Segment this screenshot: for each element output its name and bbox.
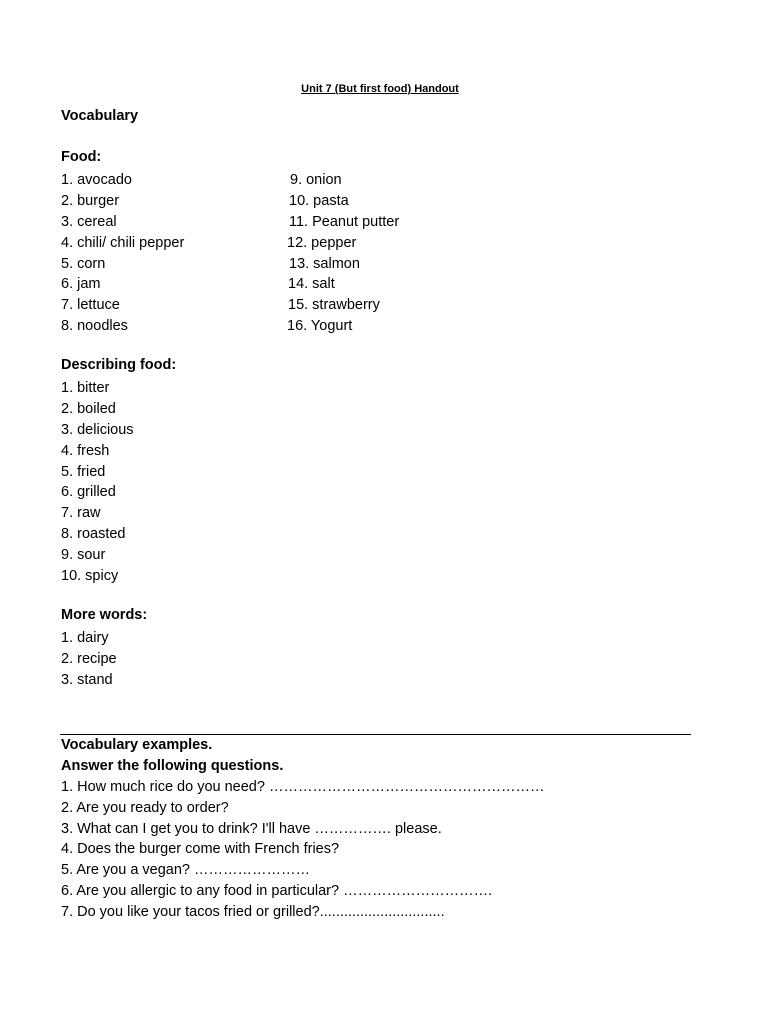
question-item: 4. Does the burger come with French fries? — [61, 841, 340, 858]
describing-food-heading: Describing food: — [61, 357, 177, 373]
list-item: 8. noodles — [61, 318, 128, 335]
page-title: Unit 7 (But first food) Handout — [301, 83, 459, 95]
list-item: 8. roasted — [61, 526, 126, 543]
list-item: 2. recipe — [61, 650, 117, 667]
vocabulary-examples-heading: Vocabulary examples. — [61, 737, 213, 753]
list-item: 1. dairy — [61, 630, 109, 646]
answer-questions-heading: Answer the following questions. — [61, 757, 284, 774]
vocabulary-heading: Vocabulary — [61, 108, 139, 124]
food-heading: Food: — [61, 149, 102, 165]
list-item: 3. cereal — [61, 213, 117, 230]
list-item: 6. jam — [61, 276, 101, 293]
list-item: 10. pasta — [289, 192, 349, 209]
list-item: 3. delicious — [61, 421, 134, 438]
question-item: 6. Are you allergic to any food in particular? …………………………. — [61, 883, 493, 900]
question-item: 7. Do you like your tacos fried or grilled?............................... — [61, 904, 445, 921]
list-item: 7. lettuce — [61, 297, 120, 314]
list-item: 1. bitter — [61, 380, 110, 396]
list-item: 3. stand — [61, 671, 113, 688]
list-item: 1. avocado — [61, 172, 132, 188]
list-item: 4. fresh — [61, 442, 110, 459]
question-item: 3. What can I get you to drink? I'll have ……………. please. — [61, 820, 442, 837]
food-list-right — [287, 170, 399, 337]
list-item: 14. salt — [288, 276, 335, 293]
question-item: 5. Are you a vegan? …………………… — [61, 862, 311, 879]
list-item: 11. Peanut putter — [289, 213, 400, 230]
list-item: 7. raw — [61, 505, 101, 522]
list-item: 6. grilled — [61, 484, 116, 501]
list-item: 5. fried — [61, 463, 106, 480]
question-item: 2. Are you ready to order? — [61, 799, 229, 816]
list-item: 10. spicy — [61, 568, 119, 585]
list-item: 12. pepper — [287, 234, 357, 251]
list-item: 15. strawberry — [288, 297, 380, 314]
more-words-heading: More words: — [61, 607, 148, 623]
describing-food-list — [61, 378, 134, 587]
list-item: 9. onion — [290, 172, 342, 188]
list-item: 2. burger — [61, 192, 120, 209]
list-item: 5. corn — [61, 255, 106, 272]
food-list-left — [61, 170, 184, 337]
more-words-list — [61, 628, 117, 691]
vocabulary-examples-section — [61, 735, 544, 923]
list-item: 4. chili/ chili pepper — [61, 234, 185, 251]
list-item: 2. boiled — [61, 400, 116, 417]
list-item: 16. Yogurt — [287, 318, 353, 335]
list-item: 13. salmon — [289, 255, 360, 272]
list-item: 9. sour — [61, 547, 106, 564]
question-item: 1. How much rice do you need? ………………………………………………… — [61, 778, 545, 795]
